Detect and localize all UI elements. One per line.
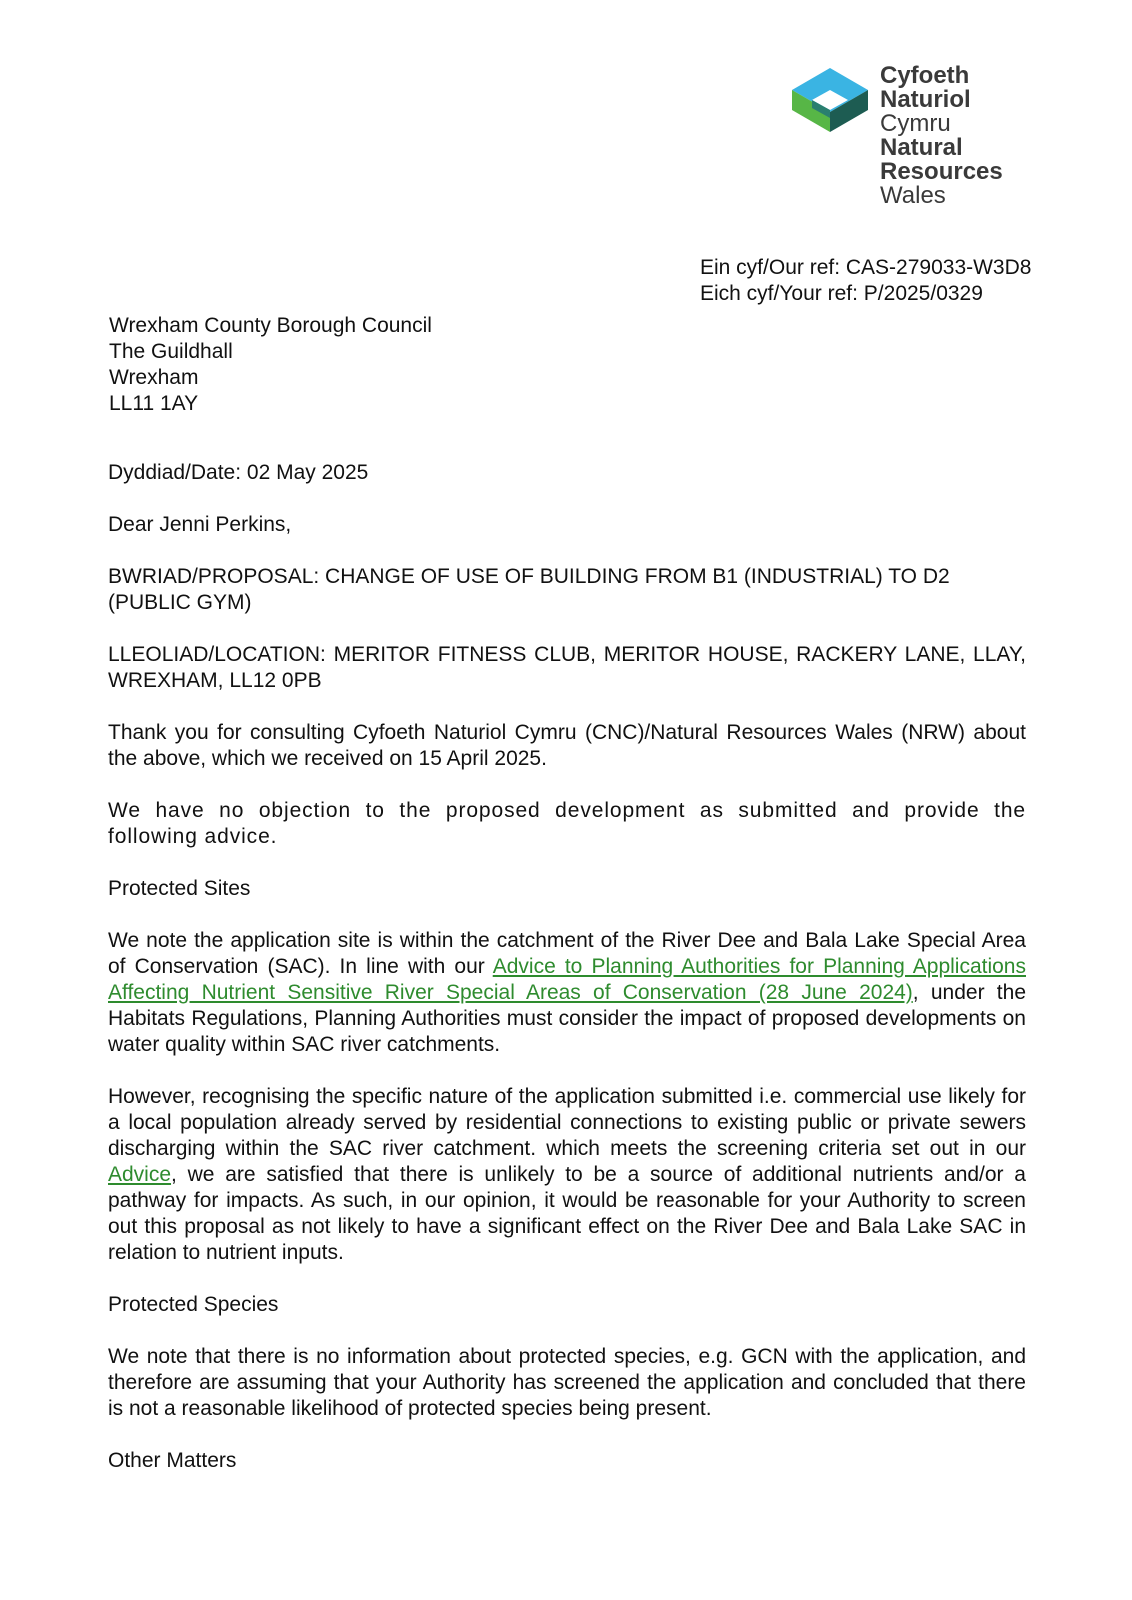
heading-other-matters: Other Matters [108,1449,237,1472]
our-reference: Ein cyf/Our ref: CAS-279033-W3D8 [700,256,1032,279]
nrw-logo [792,64,1032,224]
advice-document-link[interactable]: Advice to Planning Authorities for Planning Applications Affecting Nutrient Sensitive River Special Areas of Conservation (28 June 2024) [108,955,1026,1004]
text-span: However, recognising the specific nature of the application submitted i.e. commercial use likely for a local population already served by residential connections to existing public or private sewers discharging within the SAC river catchment. which meets the screening criteria set out in our [108,1085,1026,1160]
location: LLEOLIAD/LOCATION: MERITOR FITNESS CLUB, MERITOR HOUSE, RACKERY LANE, LLAY, WREXHAM, LL12 0PB [108,643,1026,692]
logo-welsh-line1: Cyfoeth [880,62,970,89]
letter-date: Dyddiad/Date: 02 May 2025 [108,461,369,484]
logo-welsh-line2: Naturiol [880,86,971,113]
no-objection-paragraph: We have no objection to the proposed development as submitted and provide the following advice. [108,799,1026,848]
logo-welsh-line3: Cymru [880,110,951,137]
nrw-logo-mark-icon [792,68,868,140]
protected-species-paragraph: We note that there is no information about protected species, e.g. GCN with the application, and therefore are assuming that your Authority has screened the application and concluded that there is not a reasonable likelihood of protected species being present. [108,1345,1026,1420]
salutation: Dear Jenni Perkins, [108,513,292,536]
address-line: The Guildhall [109,340,233,363]
your-reference: Eich cyf/Your ref: P/2025/0329 [700,282,983,305]
address-line: Wrexham County Borough Council [109,314,432,337]
protected-sites-paragraph [108,928,1026,1058]
proposal-line: (PUBLIC GYM) [108,591,252,614]
text-span: , we are satisfied that there is unlikely to be a source of additional nutrients and/or a pathway for impacts. As such, in our opinion, it would be reasonable for your Authority to screen out this proposal as not likely to have a significant effect on the River Dee and Bala Lake SAC in relation to nutrient inputs. [108,1163,1026,1264]
logo-english-line3: Wales [880,182,946,209]
logo-english-line2: Resources [880,158,1003,185]
logo-wordmark [880,64,1003,208]
heading-protected-sites: Protected Sites [108,877,251,900]
logo-english-line1: Natural [880,134,963,161]
text-span: We note the application site is within the catchment of the River Dee and Bala Lake Special Area of Conservation (SAC). In line with our [108,929,1026,978]
advice-link[interactable]: Advice [108,1163,172,1186]
proposal-line: BWRIAD/PROPOSAL: CHANGE OF USE OF BUILDING FROM B1 (INDUSTRIAL) TO D2 [108,565,950,588]
text-span: , under the Habitats Regulations, Planning Authorities must consider the impact of proposed developments on water quality within SAC river catchments. [108,981,1026,1056]
screening-paragraph [108,1084,1026,1266]
letter-body [108,460,1026,1474]
reference-block [700,255,1031,307]
thanks-paragraph: Thank you for consulting Cyfoeth Naturiol Cymru (CNC)/Natural Resources Wales (NRW) about the above, which we received on 15 April 2025. [108,721,1026,770]
address-line: LL11 1AY [109,392,199,415]
heading-protected-species: Protected Species [108,1293,279,1316]
address-line: Wrexham [109,366,199,389]
recipient-address [109,313,432,417]
